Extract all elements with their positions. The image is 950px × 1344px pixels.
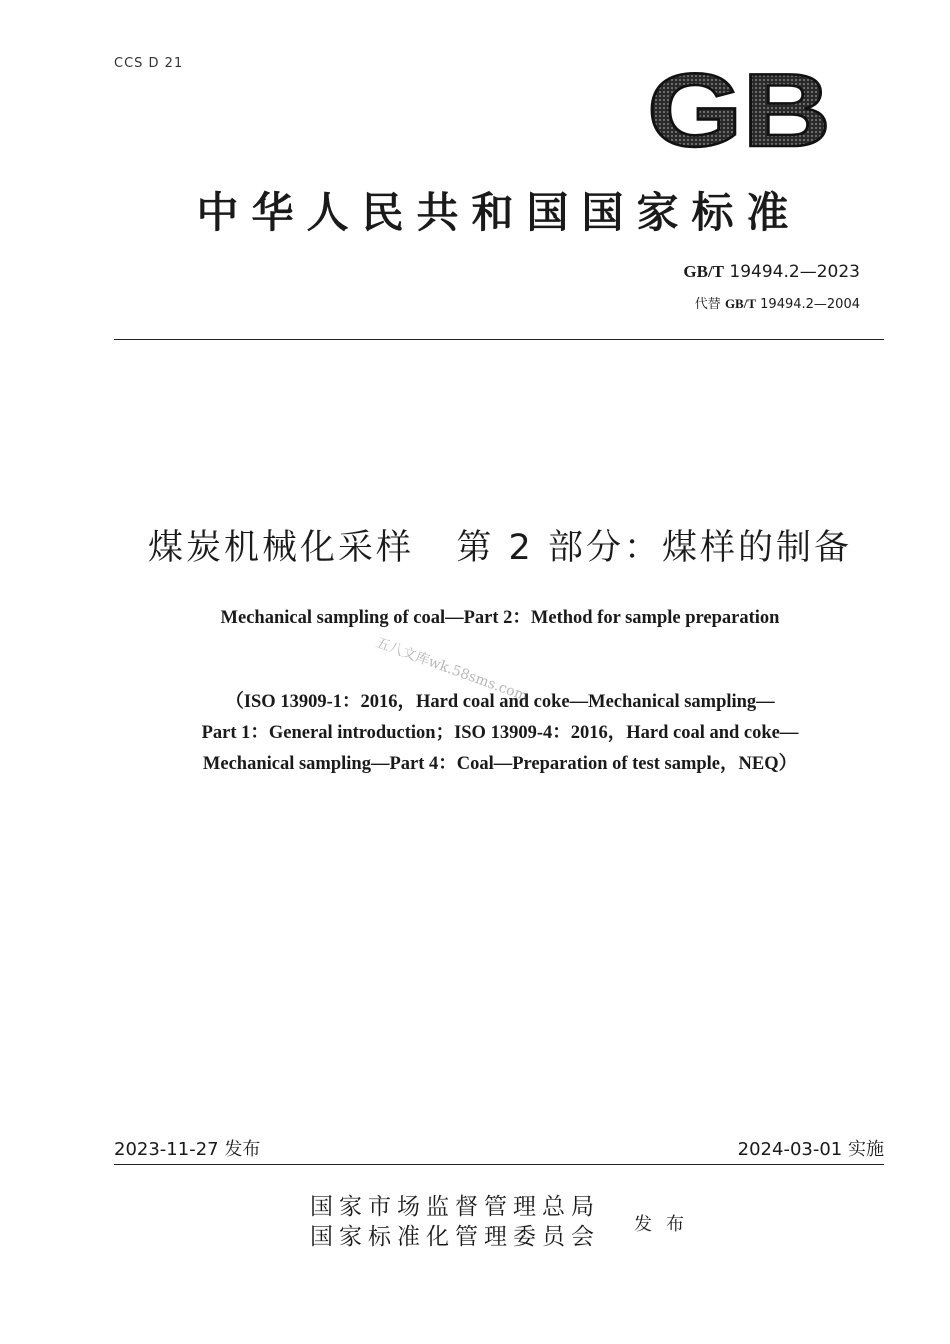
gb-logo [646, 66, 832, 152]
title-english: Mechanical sampling of coal—Part 2：Method for sample preparation [220, 608, 780, 628]
issuing-organizations [310, 1192, 600, 1252]
standard-prefix: GB/T [683, 262, 725, 281]
gb-logo-text: GB [647, 66, 831, 152]
standard-number [683, 262, 860, 282]
ccs-code: CCS D 21 [114, 56, 184, 71]
publish-label: 发布 [634, 1214, 698, 1235]
iso-reference [60, 687, 940, 780]
issuer-org: 国家市场监督管理总局 [310, 1194, 600, 1220]
bottom-divider [114, 1164, 884, 1165]
watermark-text: 五八文库wk.58sms.com [373, 634, 530, 705]
iso-line: （ISO 13909-1：2016，Hard coal and coke—Mechanical sampling— [225, 692, 775, 712]
iso-line: Mechanical sampling—Part 4：Coal—Preparation of test sample，NEQ） [202, 754, 798, 774]
replaces-label: 代替 [694, 297, 721, 312]
implementation-date: 2024-03-01 实施 [737, 1139, 884, 1160]
standard-number-value: 19494.2—2023 [729, 262, 860, 282]
national-standard-title: 中华人民共和国国家标准 [196, 188, 802, 237]
title-chinese: 煤炭机械化采样 第 2 部分：煤样的制备 [148, 528, 852, 568]
issuer-org: 国家标准化管理委员会 [310, 1224, 600, 1250]
iso-line: Part 1：General introduction；ISO 13909-4：2016，Hard coal and coke— [201, 723, 799, 743]
replaces-number: 19494.2—2004 [760, 297, 860, 312]
issue-date: 2023-11-27 发布 [114, 1139, 261, 1160]
top-divider [114, 339, 884, 340]
replaces-standard [695, 293, 860, 312]
replaces-code: GB/T [724, 296, 757, 311]
